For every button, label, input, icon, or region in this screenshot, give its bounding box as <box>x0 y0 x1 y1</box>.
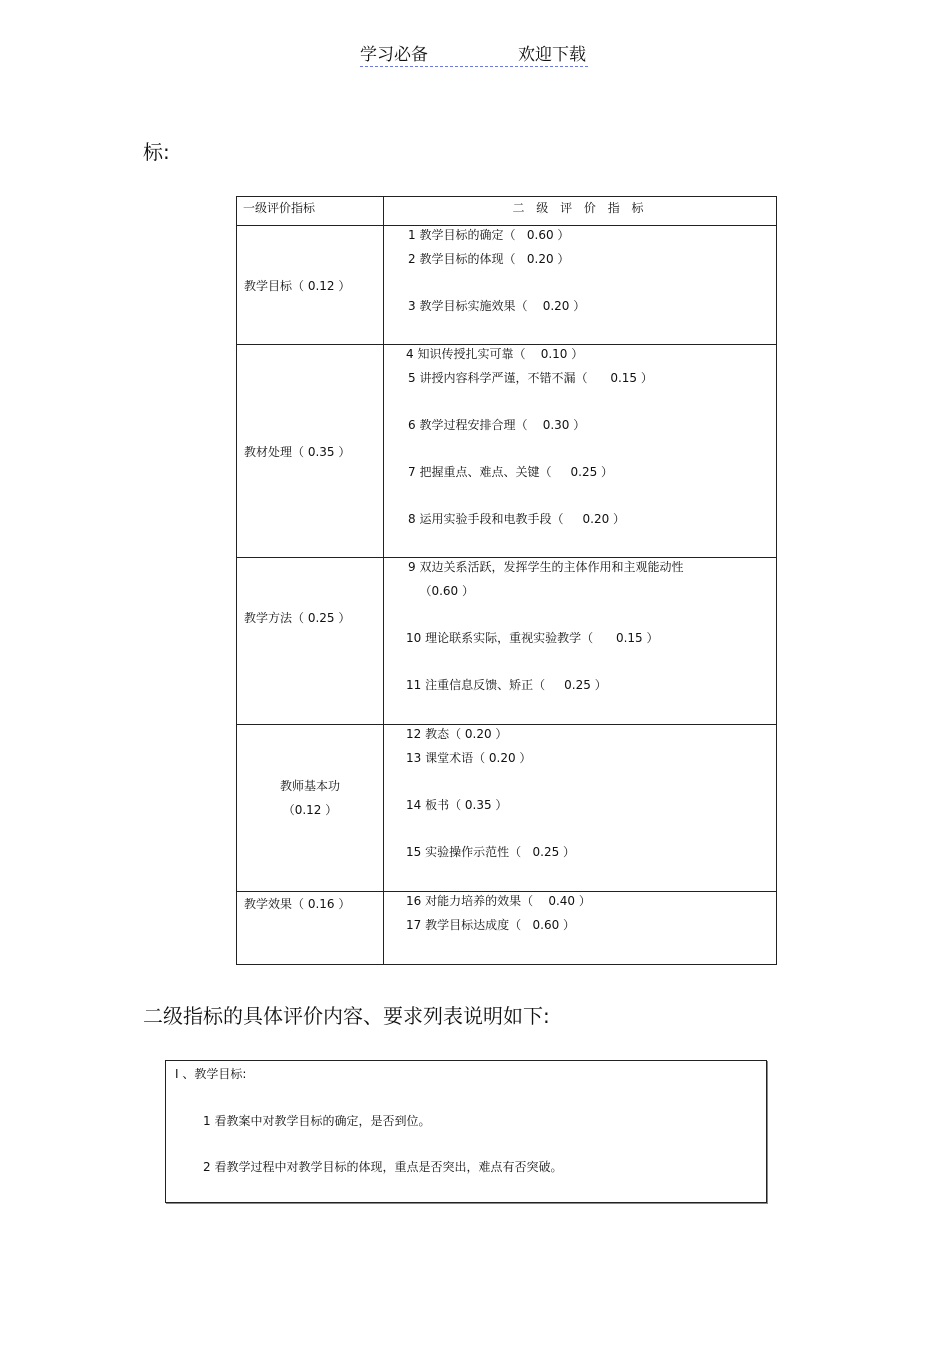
evaluation-index-table <box>236 196 777 965</box>
sub-item: 14 板书（ 0.35 ） <box>406 798 508 812</box>
group-name: 教学目标（ 0.12 ） <box>244 278 351 293</box>
sub-item: 9 双边关系活跃，发挥学生的主体作用和主观能动性 <box>408 560 684 574</box>
header-left-text: 学习必备 <box>360 45 428 65</box>
sub-item: 7 把握重点、难点、关键（ 0.25 ） <box>408 465 614 479</box>
table-row <box>237 345 777 558</box>
lead-text: 标: <box>143 140 170 164</box>
sub-item: 5 讲授内容科学严谨，不错不漏（ 0.15 ） <box>408 371 653 385</box>
group-name: 教学方法（ 0.25 ） <box>244 611 351 625</box>
box-line: 2 看教学过程中对教学目标的体现，重点是否突出，难点有否突破。 <box>203 1160 563 1174</box>
sub-item: 10 理论联系实际，重视实验教学（ 0.15 ） <box>406 631 659 645</box>
sub-item: 11 注重信息反馈、矫正（ 0.25 ） <box>406 678 607 692</box>
sub-item: （0.60 ） <box>408 584 474 598</box>
group-name: 教学效果（ 0.16 ） <box>244 897 351 911</box>
sub-item: 16 对能力培养的效果（ 0.40 ） <box>406 894 591 908</box>
sub-item: 15 实验操作示范性（ 0.25 ） <box>406 845 576 859</box>
table-header-row <box>237 197 777 226</box>
section-heading: 二级指标的具体评价内容、要求列表说明如下: <box>143 1004 550 1028</box>
sub-item: 17 教学目标达成度（ 0.60 ） <box>406 918 576 932</box>
header-right-text: 欢迎下载 <box>518 45 586 65</box>
criteria-box <box>165 1060 767 1203</box>
sub-item: 2 教学目标的体现（ 0.20 ） <box>408 252 570 266</box>
group-name: 教材处理（ 0.35 ） <box>244 444 351 459</box>
col1-header: 一级评价指标 <box>237 197 384 226</box>
sub-item: 4 知识传授扎实可靠（ 0.10 ） <box>406 347 584 361</box>
sub-item: 3 教学目标实施效果（ 0.20 ） <box>408 299 586 313</box>
sub-item: 6 教学过程安排合理（ 0.30 ） <box>408 418 586 432</box>
table-row <box>237 892 777 965</box>
sub-item: 8 运用实验手段和电教手段（ 0.20 ） <box>408 512 626 526</box>
sub-item: 12 教态（ 0.20 ） <box>406 727 508 741</box>
table-row <box>237 725 777 892</box>
box-line: 1 看教案中对教学目标的确定，是否到位。 <box>203 1114 431 1128</box>
box-title: I 、教学目标: <box>175 1067 247 1081</box>
table-row <box>237 558 777 725</box>
sub-item: 1 教学目标的确定（ 0.60 ） <box>408 228 570 242</box>
table-row <box>237 226 777 345</box>
group-name: 教师基本功 <box>279 779 340 793</box>
page-header <box>360 40 588 67</box>
sub-item: 13 课堂术语（ 0.20 ） <box>406 751 532 765</box>
group-weight: （0.12 ） <box>282 803 338 817</box>
col2-header: 二 级 评 价 指 标 <box>384 197 777 226</box>
